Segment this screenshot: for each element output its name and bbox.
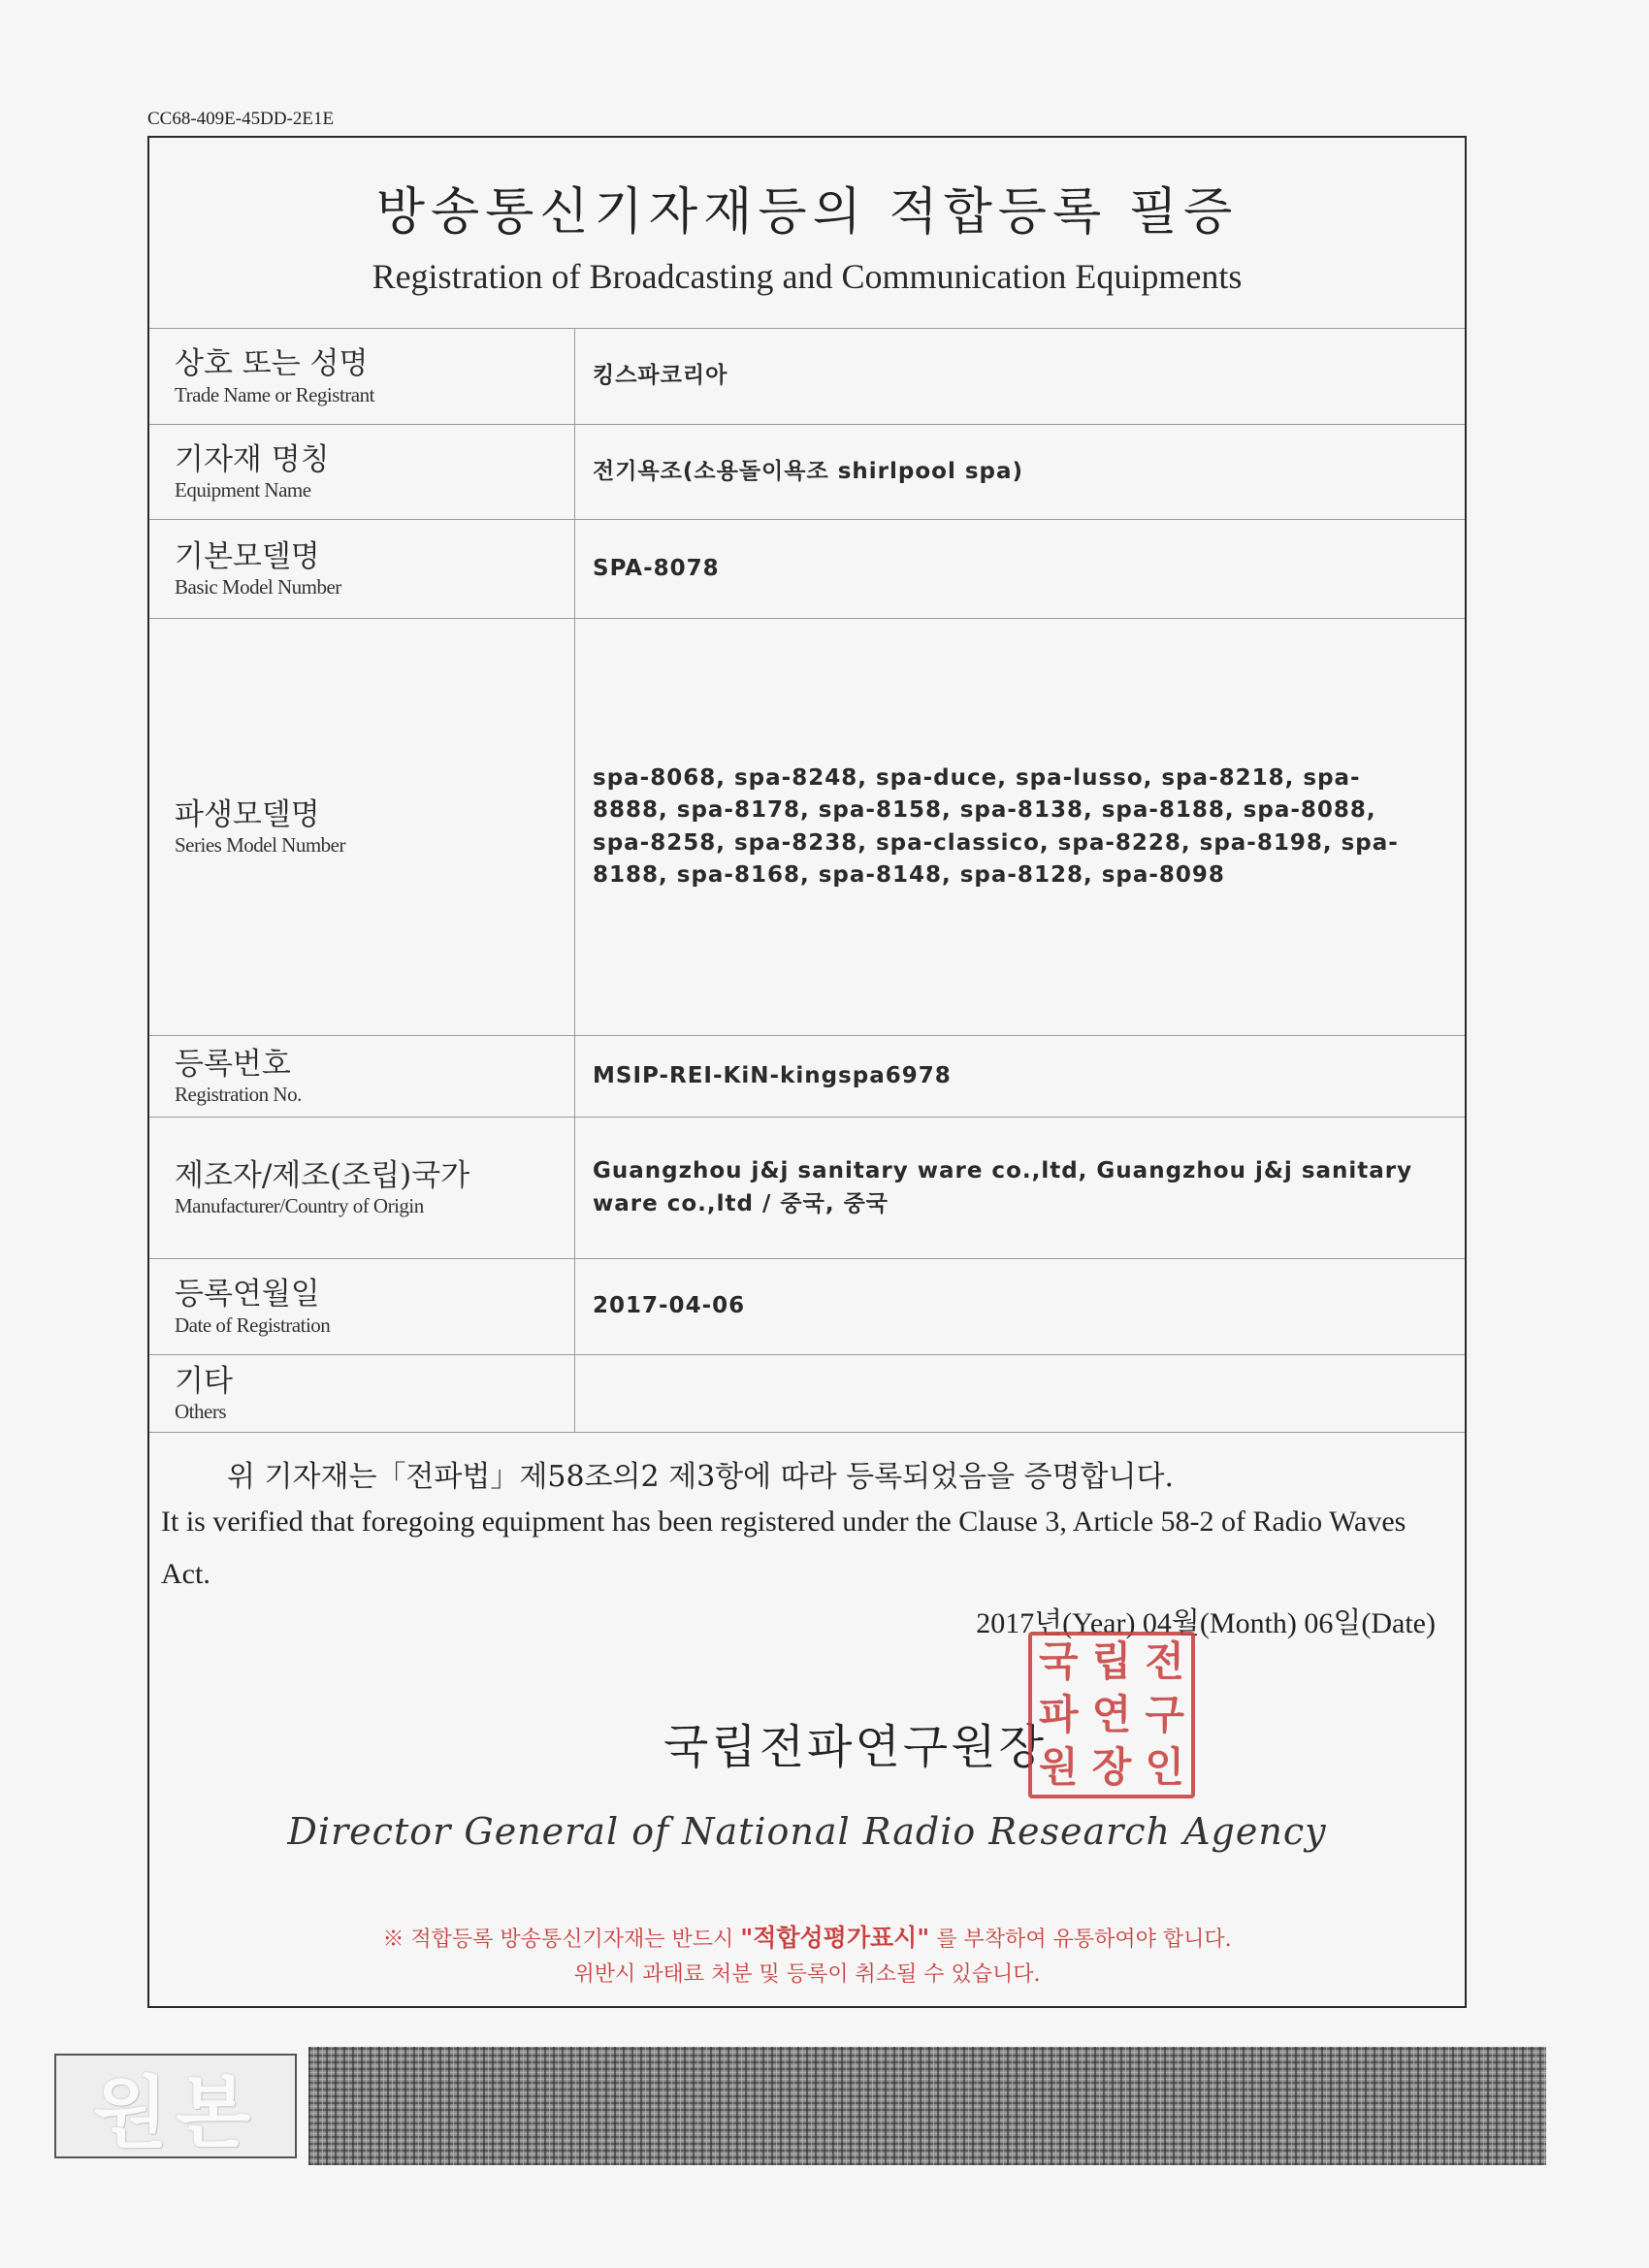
seal-char: 파 <box>1039 1690 1079 1738</box>
label-korean: 파생모델명 <box>175 796 320 832</box>
table-row <box>149 520 1465 619</box>
field-value-cell <box>575 1355 1466 1433</box>
security-pattern-strip <box>308 2047 1546 2165</box>
field-label <box>149 1118 575 1259</box>
seal-char: 립 <box>1091 1637 1132 1685</box>
notice-line-2: 위반시 과태료 처분 및 등록이 취소될 수 있습니다. <box>573 1962 1041 1987</box>
label-english: Series Model Number <box>175 833 345 858</box>
field-value-cell <box>575 1036 1466 1118</box>
field-value-cell <box>575 425 1466 520</box>
table-row <box>149 1259 1465 1355</box>
seal-char: 인 <box>1145 1743 1184 1792</box>
statement-english: It is verified that foregoing equipment has been registered under the Clause 3, Article 58-2 of Radio Waves Act. <box>161 1506 1406 1590</box>
label-korean: 상호 또는 성명 <box>175 346 369 382</box>
issue-date: 2017년(Year) 04월(Month) 06일(Date) <box>976 1607 1436 1639</box>
table-row <box>149 1355 1465 1433</box>
manufacturer-value: Guangzhou j&j sanitary ware co.,ltd, Guangzhou j&j sanitary ware co.,ltd / 중국, 중국 <box>593 1158 1413 1216</box>
label-english: Registration No. <box>175 1083 302 1107</box>
seal-char: 전 <box>1145 1637 1184 1685</box>
registration-fields-table <box>149 328 1465 1433</box>
official-seal-icon <box>1028 1632 1195 1798</box>
issuer-korean: 국립전파연구원장 <box>663 1720 1047 1774</box>
field-label <box>149 425 575 520</box>
field-value-cell <box>575 329 1466 425</box>
field-value-cell <box>575 1259 1466 1355</box>
table-row <box>149 1036 1465 1118</box>
registration-date-value: 2017-04-06 <box>593 1293 746 1319</box>
notice-suffix: 를 부착하여 유통하여야 합니다. <box>936 1928 1232 1952</box>
label-korean: 기자재 명칭 <box>175 441 330 477</box>
basic-model-value: SPA-8078 <box>593 555 720 581</box>
label-english: Others <box>175 1400 226 1424</box>
field-label <box>149 329 575 425</box>
series-model-value: spa-8068, spa-8248, spa-duce, spa-lusso, spa-8218, spa-8888, spa-8178, spa-8158, spa-8138, spa-8188, spa-8088, spa-8258, spa-8238, spa-classico, spa-8228, spa-8198, spa-8188, spa-8168, spa-8148, spa-8128, spa-8098 <box>593 764 1399 888</box>
table-row <box>149 619 1465 1036</box>
label-english: Basic Model Number <box>175 575 341 599</box>
label-english: Equipment Name <box>175 478 311 502</box>
certificate-frame <box>147 136 1467 2008</box>
label-korean: 등록번호 <box>175 1046 291 1082</box>
statement-korean: 위 기자재는「전파법」제58조의2 제3항에 따라 등록되었음을 증명합니다. <box>227 1460 1175 1494</box>
label-korean: 기본모델명 <box>175 538 320 574</box>
seal-char: 국 <box>1039 1637 1079 1685</box>
label-korean: 등록연월일 <box>175 1277 320 1312</box>
registration-number-value: MSIP-REI-KiN-kingspa6978 <box>593 1062 952 1088</box>
table-row <box>149 1118 1465 1259</box>
field-label <box>149 1036 575 1118</box>
field-label <box>149 619 575 1036</box>
title-korean: 방송통신기자재등의 적합등록 필증 <box>375 183 1239 242</box>
seal-char: 연 <box>1091 1690 1132 1738</box>
notice-prefix: ※ 적합등록 방송통신기자재는 반드시 <box>382 1928 734 1952</box>
table-row <box>149 425 1465 520</box>
field-value-cell <box>575 619 1466 1036</box>
original-stamp-text: 원본 <box>92 2067 259 2158</box>
title-english: Registration of Broadcasting and Communication Equipments <box>372 257 1243 296</box>
issuer-english: Director General of National Radio Research Agency <box>287 1810 1327 1853</box>
document-id: CC68-409E-45DD-2E1E <box>147 109 335 129</box>
field-label <box>149 1355 575 1433</box>
notice <box>149 1921 1465 1993</box>
label-korean: 제조자/제조(조립)국가 <box>175 1157 470 1193</box>
field-label <box>149 520 575 619</box>
notice-line-1 <box>149 1921 1465 1958</box>
table-row <box>149 329 1465 425</box>
original-stamp <box>54 2054 297 2158</box>
notice-highlight: "적합성평가표시" <box>740 1924 930 1952</box>
seal-char: 구 <box>1145 1690 1184 1738</box>
label-english: Date of Registration <box>175 1312 331 1337</box>
trade-name-value: 킹스파코리아 <box>593 363 728 389</box>
equipment-name-value: 전기욕조(소용돌이욕조 shirlpool spa) <box>593 458 1024 484</box>
label-korean: 기타 <box>175 1363 233 1399</box>
label-english: Trade Name or Registrant <box>175 382 374 406</box>
field-value-cell <box>575 520 1466 619</box>
seal-char: 장 <box>1091 1743 1132 1792</box>
label-english: Manufacturer/Country of Origin <box>175 1194 424 1218</box>
seal-char: 원 <box>1039 1743 1079 1792</box>
field-label <box>149 1259 575 1355</box>
field-value-cell <box>575 1118 1466 1259</box>
